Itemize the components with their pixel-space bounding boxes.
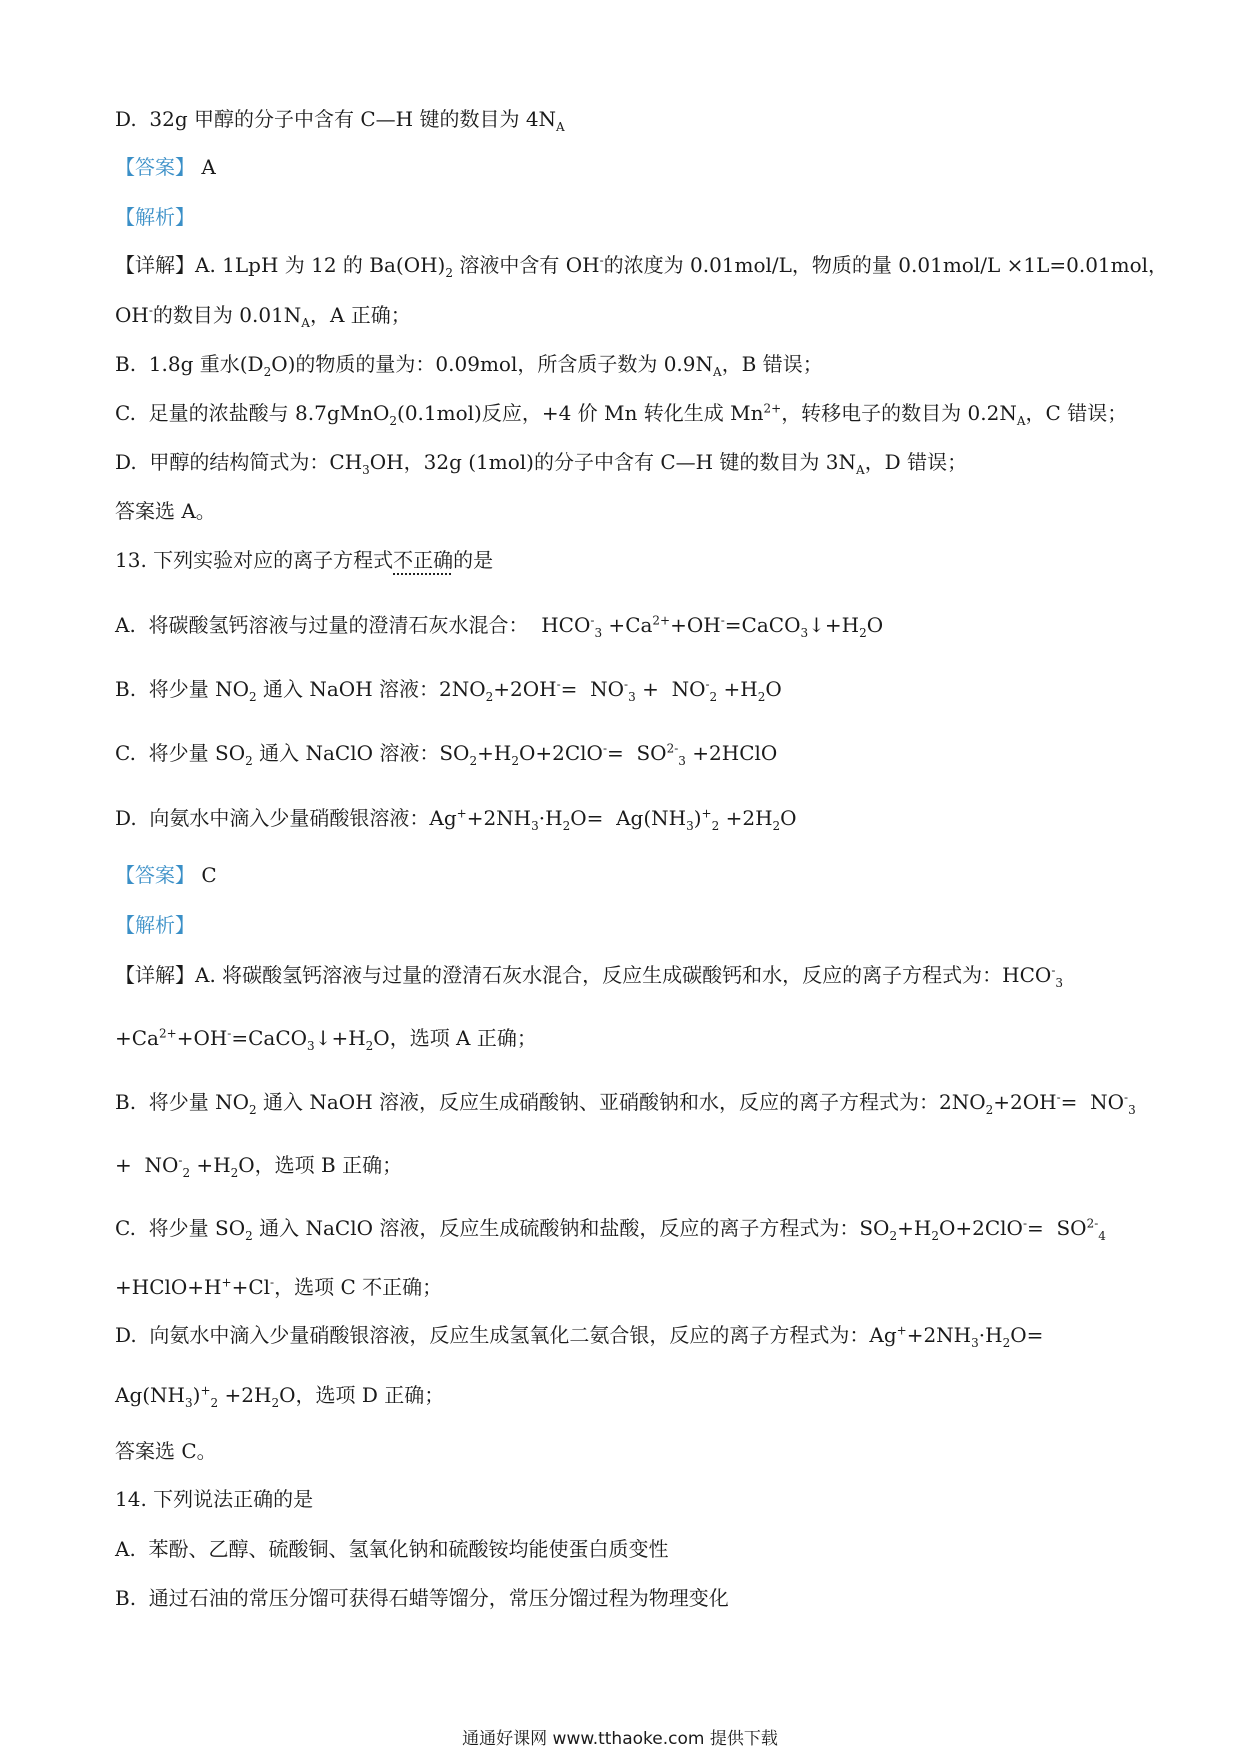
- text-line-l09: [115, 496, 216, 526]
- line-text: 【详解】A. 将碳酸氢钙溶液与过量的澄清石灰水混合，反应生成碳酸钙和水，反应的离子方程式为：$HCO^-_3$: [115, 963, 1064, 990]
- text-line-l18: [115, 1023, 537, 1053]
- section-tag: 【答案】: [115, 155, 195, 179]
- line-text: B. 通过石油的常压分馏可获得石蜡等馏分，常压分馏过程为物理变化: [115, 1586, 729, 1610]
- line-text: C. 足量的浓盐酸与 8.7gMnO$_2$(0.1mol)反应，+4 价 Mn 转化生成 $Mn^{2+}$，转移电子的数目为 $0.2N_A$，C 错误；: [115, 401, 1128, 428]
- line-text: B. 1.8g 重水$(D_2O)$的物质的量为：0.09mol，所含质子数为 $0.9N_A$，B 错误；: [115, 352, 823, 379]
- text-line-l28: [115, 1583, 729, 1613]
- section-tag: 【答案】: [115, 863, 195, 887]
- text-line-l15: [115, 860, 217, 890]
- line-text: 答案选 A。: [115, 499, 216, 523]
- section-tag: 【解析】: [115, 205, 195, 229]
- line-text: $Ag(NH_3)^+_2 +2H_2O$，选项 D 正确；: [115, 1383, 445, 1410]
- text-line-l27: [115, 1534, 669, 1564]
- text-line-l19: [115, 1087, 1136, 1117]
- text-line-l08: [115, 447, 967, 477]
- line-text: + $NO^-_2 +H_2O$，选项 B 正确；: [115, 1153, 403, 1180]
- text-line-l16: [115, 910, 195, 940]
- line-text: OH-的数目为 $0.01N_A$，A 正确；: [115, 303, 411, 330]
- text-line-l17: [115, 960, 1063, 990]
- line-text: +HClO+H++Cl-，选项 C 不正确；: [115, 1275, 443, 1299]
- line-text: $+Ca^{2+}+OH^-=CaCO_3↓+H_2O$，选项 A 正确；: [115, 1026, 537, 1053]
- line-text: 答案选 C。: [115, 1439, 217, 1463]
- line-text: A. 苯酚、乙醇、硫酸铜、氢氧化钠和硫酸铵均能使蛋白质变性: [115, 1537, 669, 1561]
- text-line-l22: [115, 1272, 442, 1302]
- line-text: D. 32g 甲醇的分子中含有 C—H 键的数目为 $4N_A$: [115, 107, 565, 134]
- line-text: 13. 下列实验对应的离子方程式不正确的是: [115, 548, 494, 572]
- text-line-l20: [115, 1150, 402, 1180]
- line-text: C: [195, 863, 217, 887]
- line-text: B. 将少量 $NO_2$ 通入 NaOH 溶液，反应生成硝酸钠、亚硝酸钠和水，反应的离子方程式为：$2NO_2+2OH^-= NO^-_3$: [115, 1090, 1136, 1117]
- text-line-l13: [115, 738, 777, 768]
- line-text: B. 将少量 $NO_2$ 通入 NaOH 溶液：$2NO_2+2OH^-= NO^-_3 + NO^-_2 +H_2O$: [115, 677, 782, 704]
- text-line-l23: [115, 1320, 1043, 1350]
- line-text: D. 向氨水中滴入少量硝酸银溶液，反应生成氢氧化二氨合银，反应的离子方程式为：$Ag^++2NH_3\cdot H_2O=$: [115, 1323, 1044, 1350]
- text-line-l03: [115, 202, 195, 232]
- text-line-l11: [115, 610, 883, 640]
- text-line-l06: [115, 349, 823, 379]
- line-text: D. 向氨水中滴入少量硝酸银溶液：$Ag^++2NH_3\cdot H_2O= Ag(NH_3)^+_2 +2H_2O$: [115, 806, 797, 833]
- text-line-l05: [115, 300, 411, 330]
- text-line-l24: [115, 1380, 444, 1410]
- line-text: C. 将少量 $SO_2$ 通入 NaClO 溶液：$SO_2+H_2O+2ClO^-= SO^{2-}_3$ +2HClO: [115, 741, 778, 768]
- text-line-l25: [115, 1436, 217, 1466]
- text-line-l12: [115, 674, 782, 704]
- text-line-l07: [115, 398, 1127, 428]
- text-line-l14: [115, 803, 797, 833]
- text-line-l02: [115, 152, 216, 182]
- page-footer: 通通好课网 www.tthaoke.com 提供下载: [462, 1729, 778, 1749]
- line-text: A: [195, 155, 216, 179]
- text-line-l01: [115, 104, 565, 134]
- text-line-l04: [115, 250, 1168, 280]
- text-line-l26: [115, 1484, 313, 1514]
- line-text: C. 将少量 $SO_2$ 通入 NaClO 溶液，反应生成硫酸钠和盐酸，反应的离子方程式为：$SO_2+H_2O+2ClO^-= SO^{2-}_4$: [115, 1216, 1106, 1243]
- section-tag: 【解析】: [115, 913, 195, 937]
- text-line-l10: [115, 545, 493, 575]
- text-line-l21: [115, 1213, 1106, 1243]
- line-text: D. 甲醇的结构简式为：$CH_3OH$，32g (1mol)的分子中含有 C—H 键的数目为 $3N_A$，D 错误；: [115, 450, 968, 477]
- line-text: 14. 下列说法正确的是: [115, 1487, 314, 1511]
- line-text: 【详解】A. 1LpH 为 12 的 $Ba(OH)_2$ 溶液中含有 OH-的浓度为 0.01mol/L，物质的量 0.01mol/L ×1L=0.01mol，: [115, 253, 1169, 280]
- line-text: A. 将碳酸氢钙溶液与过量的澄清石灰水混合： $HCO^-_3$ $+Ca^{2+}+OH^-=CaCO_3↓+H_2O$: [115, 613, 884, 640]
